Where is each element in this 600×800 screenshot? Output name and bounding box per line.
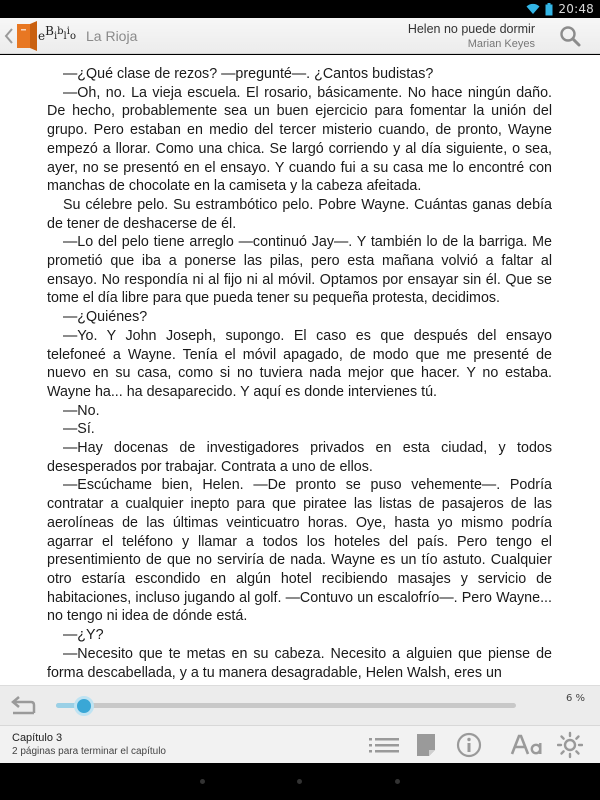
paragraph: —Yo. Y John Joseph, supongo. El caso es que después del ensayo telefoneé a Wayne. Tenía el móvil apagado, de modo que me presenté de nuevo en su casa, como si no tuviera nada mejor que hacer. Y no estaba. Wayne ha... ha desaparecido. Y aquí es donde intervienes tú. <box>47 327 552 400</box>
bottom-toolbar <box>0 725 600 763</box>
wifi-icon <box>526 3 540 15</box>
brightness-icon[interactable] <box>557 731 583 759</box>
paragraph: —Hay docenas de investigadores privados en esta ciudad, y todos desesperados por trabajar. Contrata a uno de ellos. <box>47 440 552 475</box>
font-size-icon[interactable] <box>510 731 544 759</box>
search-icon[interactable] <box>558 24 582 48</box>
book-author: Marian Keyes <box>467 38 535 50</box>
nav-home-dot[interactable] <box>297 779 302 784</box>
nav-back-dot[interactable] <box>200 779 205 784</box>
page-text <box>47 65 552 682</box>
app-title: La Rioja <box>86 28 138 44</box>
paragraph: Su célebre pelo. Su estrambótico pelo. Pobre Wayne. Cuántas ganas debía de tener de deshacerse de él. <box>47 196 552 232</box>
undo-arrow-icon[interactable] <box>7 694 39 718</box>
paragraph: —Necesito que te metas en su cabeza. Necesito a alguien que piense de forma descabellada, y a tu manera desagradable, Helen Walsh, eres un <box>47 645 552 681</box>
progress-thumb[interactable] <box>74 696 94 716</box>
progress-bar <box>0 685 600 725</box>
paragraph: —Sí. <box>63 421 95 438</box>
paragraph: —No. <box>63 402 100 419</box>
nav-recents-dot[interactable] <box>395 779 400 784</box>
book-meta <box>408 22 535 52</box>
paragraph: —Escúchame bien, Helen. —De pronto se puso vehemente—. Podría contratar a cualquier inepto para que piratee las listas de pasajeros de las aerolíneas de las últimas veinticuatro horas. Oye, hasta yo mismo podría agarrar el teléfono y llamar a todos los hoteles del país. Pero tengo el presentimiento de que no serviría de nada. Wayne es un tío astuto. Cualquier otro estaría escondido en algún hotel recibiendo masajes y servicio de habitaciones, incluso jugando al golf. —Contuvo un escalofrío—. Pero Wayne... no tengo ni idea de dónde está. <box>47 477 552 625</box>
progress-percent: 6 % <box>565 693 585 704</box>
status-bar <box>0 0 600 18</box>
system-nav-bar <box>0 763 600 800</box>
paragraph: —¿Y? <box>63 627 104 644</box>
bookmark-icon[interactable] <box>414 731 438 759</box>
chapter-info <box>12 731 166 759</box>
table-of-contents-icon[interactable] <box>368 731 400 759</box>
reader-page[interactable] <box>0 55 600 685</box>
paragraph: —¿Quiénes? <box>63 309 148 326</box>
info-icon[interactable] <box>456 731 482 759</box>
paragraph: —¿Qué clase de rezos? —pregunté—. ¿Cantos budistas? <box>63 66 434 82</box>
chapter-title: Capítulo 3 <box>12 732 63 744</box>
book-logo-icon[interactable] <box>16 21 38 51</box>
chevron-left-icon[interactable] <box>3 24 15 48</box>
paragraph: —Oh, no. La vieja escuela. El rosario, básicamente. No hace ningún daño. De hecho, probablemente sea un buen ejercicio para fomentar la unión del grupo. Pero estaban en medio del tercer misterio cuando, de pronto, Wayne empezó a llorar. Como una chica. Se largó corriendo y al día siguiente, o sea, ayer, no se presentó en el ensayo. Y cuando fui a su casa me lo encontré con manchas de chocolate en la camiseta y la cabeza afeitada. <box>47 84 552 195</box>
logo-wordmark: e B i b l i o <box>38 24 76 43</box>
paragraph: —Lo del pelo tiene arreglo —continuó Jay—. Y también lo de la barriga. Me prometió que iba a ponerse las pilas, pero esta mañana volvió a faltar al ensayo. No respondía ni al fijo ni al móvil. Optamos por ensayar sin él. Que se tome el día libre para que pueda tener su pequeña protesta, decidimos. <box>47 234 552 307</box>
progress-track[interactable] <box>56 703 516 708</box>
status-indicators <box>526 1 594 17</box>
chapter-remaining: 2 páginas para terminar el capítulo <box>12 746 166 757</box>
book-title: Helen no puede dormir <box>407 22 535 36</box>
status-time: 20:48 <box>558 2 594 16</box>
app-header <box>0 18 600 54</box>
battery-icon <box>545 3 553 16</box>
